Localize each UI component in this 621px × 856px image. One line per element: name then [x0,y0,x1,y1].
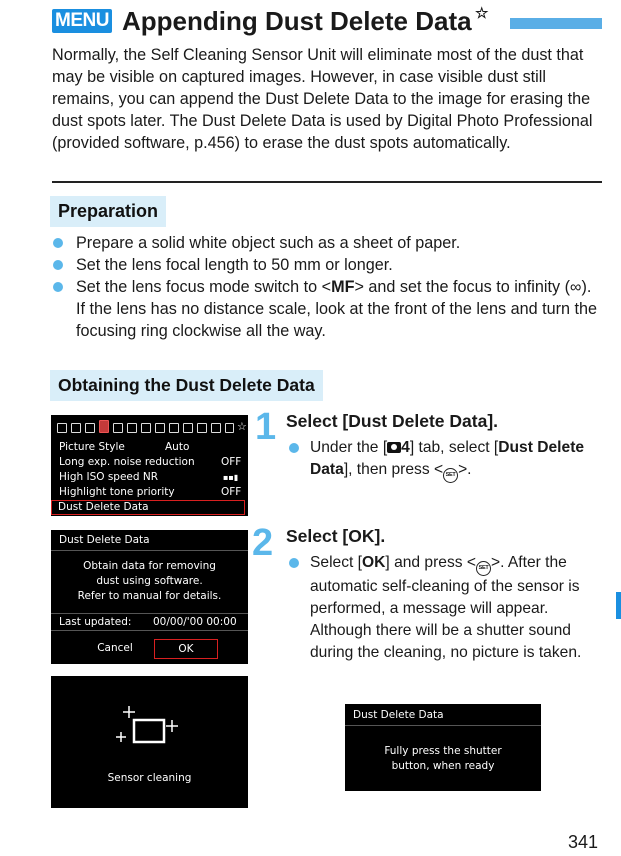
bullet-icon [289,558,299,568]
list-item: Under the [ 4] tab, select [Dust Delete Data], then press < SET >. [286,437,604,483]
menu-row: Highlight tone priority OFF [59,486,242,498]
screen-header: Dust Delete Data [345,704,541,726]
set-button-icon: SET [476,561,491,576]
playback-tab-icon [141,423,151,433]
step-title: Select [Dust Delete Data]. [286,411,499,431]
page-title: Appending Dust Delete Data [122,6,472,36]
bullet-icon [53,260,63,270]
page-number: 341 [568,832,599,852]
custom-tab-icon [225,423,234,433]
preparation-list [52,232,602,342]
step-number: 2 [252,522,274,564]
menu-row: Long exp. noise reduction OFF [59,456,242,468]
camera-tab-icon [71,423,81,433]
screen-header: Dust Delete Data [51,530,248,551]
screen-message: Fully press the shutter button, when ready [384,745,502,772]
sensor-cleaning-icon [116,702,184,758]
screen-caption: Sensor cleaning [107,772,192,784]
intro-paragraph: Normally, the Self Cleaning Sensor Unit will eliminate most of the dust that may be visible on captured images. However, in case visible dust still remains, you can append the Dust Delete Data to the image for erasing the dust spots later. The Dust Delete Data is used by Digital Photo Professional (provided software, p.456) to erase the dust spots automatically. [52,46,593,152]
obtaining-heading: Obtaining the Dust Delete Data [50,370,323,401]
dust-delete-confirm-screen [51,530,248,664]
bullet-icon [289,443,299,453]
camera-tab-icon [113,423,123,433]
list-item: Set the lens focus mode switch to <MF> and set the focus to infinity (∞). If the lens has no distance scale, look at the front of the lens and turn the focusing ring clockwise all the way. [52,276,602,342]
cancel-button: Cancel [97,642,133,654]
list-item: Prepare a solid white object such as a sheet of paper. [52,232,602,254]
list-item: Set the lens focal length to 50 mm or longer. [52,254,602,276]
setup-tab-icon [183,423,193,433]
chapter-marker [616,592,621,619]
bullet-icon [53,238,63,248]
camera-tab-icon [57,423,67,433]
title-row [52,6,602,36]
playback-tab-icon [155,423,165,433]
camera-icon [387,442,401,453]
step-number: 1 [255,406,277,448]
divider [52,181,602,183]
set-button-icon: SET [443,468,458,483]
mf-label: MF [331,278,355,296]
menu-badge: MENU [52,9,112,33]
star-icon: ☆ [237,420,247,433]
camera-tab-icon [85,423,95,433]
ok-button: OK [154,639,218,659]
sensor-cleaning-screen [51,676,248,808]
bullet-icon [53,282,63,292]
last-updated-row: Last updated: 00/00/'00 00:00 [51,613,248,631]
step-body [286,552,604,664]
step-title: Select [OK]. [286,526,386,546]
screen-message: Obtain data for removing dust using software. Refer to manual for details. [77,560,222,602]
menu-row: High ISO speed NR ▪▪▮ [59,471,239,483]
camera-tab-icon-selected [99,420,109,433]
menu-tabs [57,420,247,435]
camera-tab-icon [127,423,137,433]
menu-row-selected: Dust Delete Data [51,500,245,515]
step-body [286,437,604,483]
list-item: Select [OK] and press < SET >. After the automatic self-cleaning of the sensor is performed, a message will appear. Although there will be a shutter sound during the cleaning, no picture is taken. [286,552,604,664]
title-accent-bar [510,18,602,29]
setup-tab-icon [211,423,221,433]
camera-menu-screen [51,415,248,516]
setup-tab-icon [197,423,207,433]
menu-row: Picture Style Auto [59,441,190,453]
star-icon: ☆ [475,5,489,22]
shutter-prompt-screen [345,704,541,791]
preparation-heading: Preparation [50,196,166,227]
setup-tab-icon [169,423,179,433]
